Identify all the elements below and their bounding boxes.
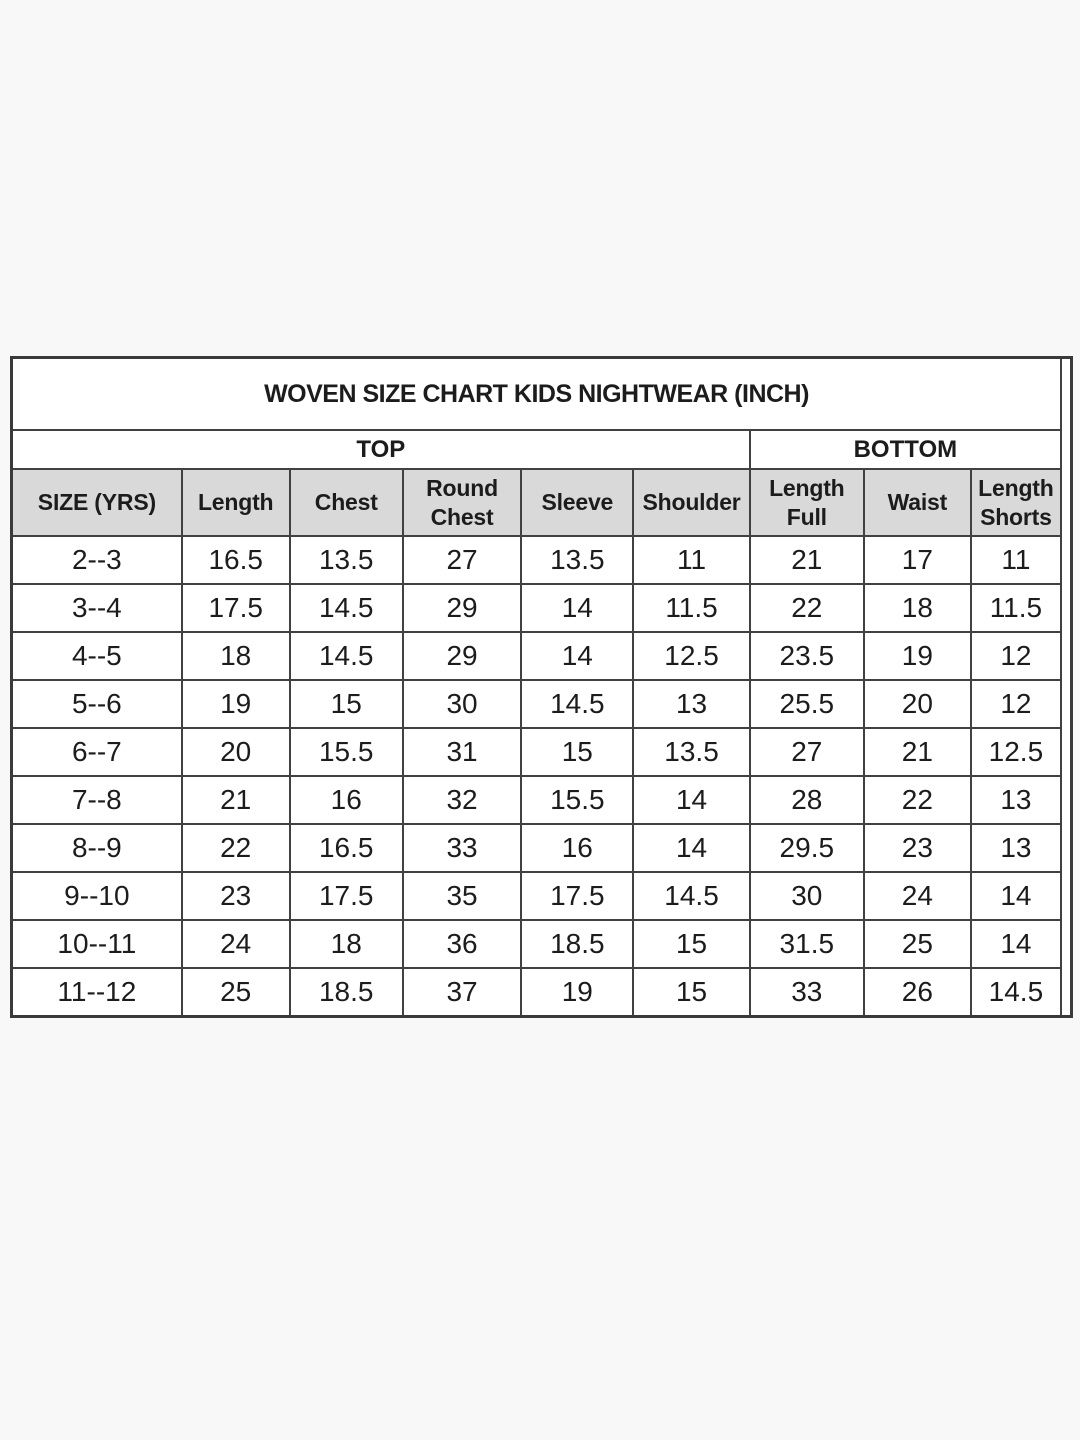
data-cell: 18 [290, 920, 403, 968]
data-cell: 14 [633, 776, 749, 824]
data-cell: 11.5 [971, 584, 1061, 632]
data-cell: 21 [864, 728, 971, 776]
table-row [13, 968, 1061, 1015]
data-cell: 11.5 [633, 584, 749, 632]
data-cell: 12 [971, 680, 1061, 728]
table-row [13, 536, 1061, 584]
table-row [13, 920, 1061, 968]
data-cell: 15.5 [290, 728, 403, 776]
chart-title: WOVEN SIZE CHART KIDS NIGHTWEAR (INCH) [13, 359, 1061, 430]
data-cell: 13.5 [521, 536, 633, 584]
data-cell: 14 [521, 632, 633, 680]
size-cell: 10--11 [13, 920, 182, 968]
data-cell: 13.5 [290, 536, 403, 584]
data-cell: 15 [521, 728, 633, 776]
data-cell: 29 [403, 632, 521, 680]
data-cell: 23.5 [750, 632, 864, 680]
data-cell: 36 [403, 920, 521, 968]
data-cell: 13 [971, 824, 1061, 872]
data-cell: 28 [750, 776, 864, 824]
data-cell: 23 [182, 872, 290, 920]
data-cell: 12.5 [633, 632, 749, 680]
data-cell: 21 [182, 776, 290, 824]
data-cell: 13 [971, 776, 1061, 824]
section-row [13, 430, 1061, 469]
data-cell: 19 [521, 968, 633, 1015]
data-cell: 35 [403, 872, 521, 920]
column-header-chest: Chest [290, 469, 403, 536]
data-cell: 14.5 [290, 632, 403, 680]
data-cell: 23 [864, 824, 971, 872]
data-cell: 14 [971, 920, 1061, 968]
data-cell: 11 [633, 536, 749, 584]
data-cell: 32 [403, 776, 521, 824]
data-cell: 25 [182, 968, 290, 1015]
data-cell: 14.5 [633, 872, 749, 920]
data-cell: 18 [864, 584, 971, 632]
section-bottom-label: BOTTOM [750, 430, 1061, 469]
data-cell: 14 [633, 824, 749, 872]
data-cell: 20 [864, 680, 971, 728]
data-cell: 15.5 [521, 776, 633, 824]
column-header-length-full: Length Full [750, 469, 864, 536]
table-row [13, 728, 1061, 776]
size-chart-table [10, 356, 1073, 1018]
data-cell: 24 [182, 920, 290, 968]
data-cell: 17.5 [521, 872, 633, 920]
data-cell: 33 [403, 824, 521, 872]
table-row [13, 584, 1061, 632]
data-cell: 25 [864, 920, 971, 968]
data-cell: 30 [403, 680, 521, 728]
data-cell: 30 [750, 872, 864, 920]
data-cell: 13 [633, 680, 749, 728]
data-cell: 18.5 [521, 920, 633, 968]
data-cell: 31 [403, 728, 521, 776]
table-row [13, 824, 1061, 872]
data-cell: 24 [864, 872, 971, 920]
data-cell: 17.5 [290, 872, 403, 920]
column-header-size-yrs: SIZE (YRS) [13, 469, 182, 536]
data-cell: 14 [521, 584, 633, 632]
data-cell: 16.5 [290, 824, 403, 872]
data-cell: 27 [403, 536, 521, 584]
size-cell: 6--7 [13, 728, 182, 776]
data-cell: 31.5 [750, 920, 864, 968]
table-row [13, 680, 1061, 728]
data-cell: 15 [633, 968, 749, 1015]
data-cell: 17.5 [182, 584, 290, 632]
column-header-sleeve: Sleeve [521, 469, 633, 536]
size-cell: 5--6 [13, 680, 182, 728]
column-header-length-shorts: Length Shorts [971, 469, 1061, 536]
size-cell: 9--10 [13, 872, 182, 920]
table-row [13, 872, 1061, 920]
data-cell: 19 [864, 632, 971, 680]
size-cell: 11--12 [13, 968, 182, 1015]
column-header-length: Length [182, 469, 290, 536]
data-cell: 14.5 [521, 680, 633, 728]
column-header-row [13, 469, 1061, 536]
data-cell: 22 [182, 824, 290, 872]
column-header-shoulder: Shoulder [633, 469, 749, 536]
data-cell: 14 [971, 872, 1061, 920]
data-cell: 18.5 [290, 968, 403, 1015]
data-cell: 18 [182, 632, 290, 680]
data-cell: 25.5 [750, 680, 864, 728]
data-cell: 29.5 [750, 824, 864, 872]
data-cell: 15 [290, 680, 403, 728]
data-cell: 11 [971, 536, 1061, 584]
data-cell: 29 [403, 584, 521, 632]
section-top-label: TOP [13, 430, 750, 469]
data-cell: 27 [750, 728, 864, 776]
size-chart [13, 359, 1062, 1015]
data-cell: 16 [290, 776, 403, 824]
size-cell: 8--9 [13, 824, 182, 872]
data-cell: 26 [864, 968, 971, 1015]
data-cell: 33 [750, 968, 864, 1015]
data-cell: 12 [971, 632, 1061, 680]
data-cell: 13.5 [633, 728, 749, 776]
table-row [13, 776, 1061, 824]
title-row [13, 359, 1061, 430]
data-cell: 16.5 [182, 536, 290, 584]
column-header-waist: Waist [864, 469, 971, 536]
data-cell: 37 [403, 968, 521, 1015]
size-cell: 3--4 [13, 584, 182, 632]
data-cell: 19 [182, 680, 290, 728]
data-cell: 21 [750, 536, 864, 584]
data-cell: 14.5 [971, 968, 1061, 1015]
data-cell: 12.5 [971, 728, 1061, 776]
data-cell: 20 [182, 728, 290, 776]
table-body [13, 536, 1061, 1015]
table-row [13, 632, 1061, 680]
data-cell: 15 [633, 920, 749, 968]
data-cell: 22 [750, 584, 864, 632]
size-cell: 4--5 [13, 632, 182, 680]
size-cell: 7--8 [13, 776, 182, 824]
size-cell: 2--3 [13, 536, 182, 584]
data-cell: 17 [864, 536, 971, 584]
data-cell: 16 [521, 824, 633, 872]
column-header-round-chest: Round Chest [403, 469, 521, 536]
data-cell: 22 [864, 776, 971, 824]
data-cell: 14.5 [290, 584, 403, 632]
